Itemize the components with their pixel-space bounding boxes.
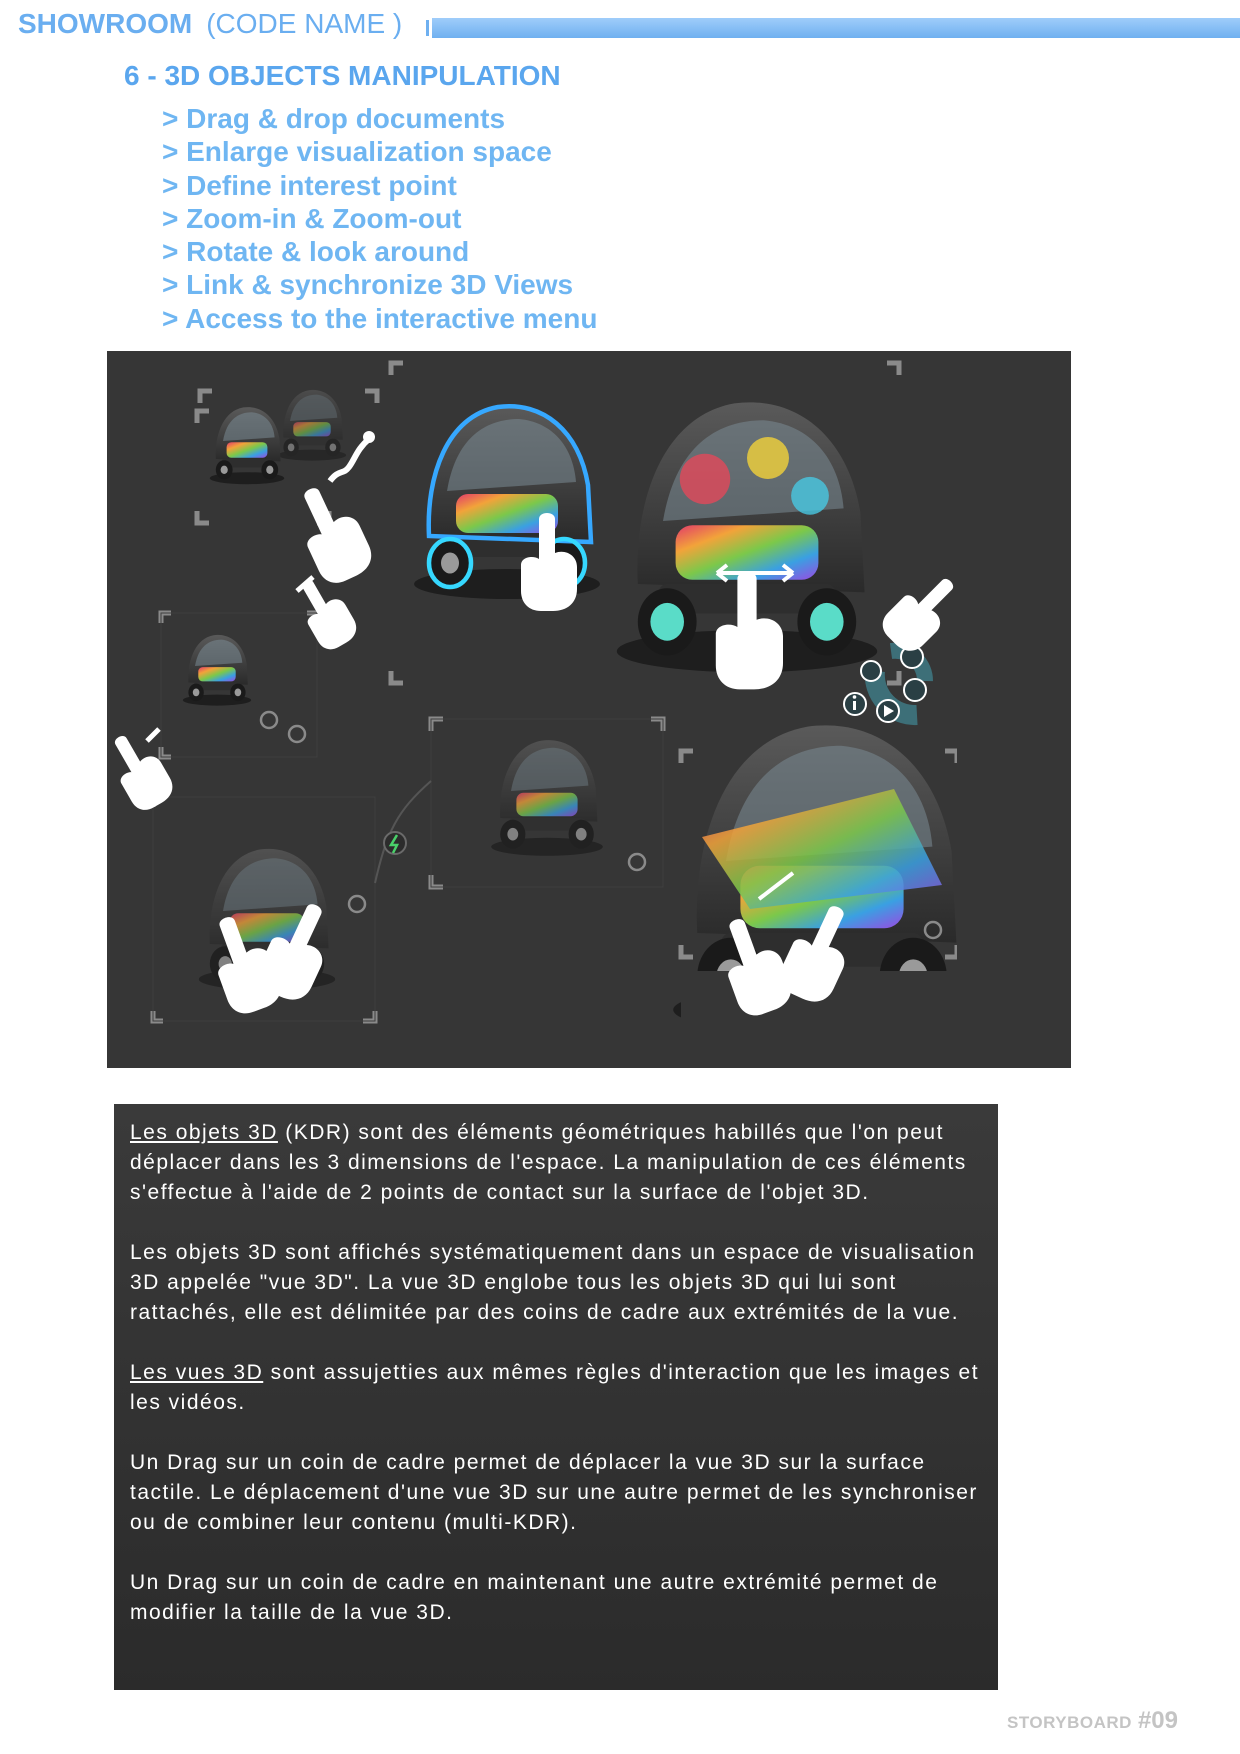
- term-3d-objects: Les objets 3D: [130, 1121, 278, 1144]
- feature-item: > Zoom-in & Zoom-out: [162, 202, 462, 234]
- page-footer: [1007, 1707, 1178, 1735]
- menu-hand-icon: [876, 566, 969, 659]
- term-3d-views: Les vues 3D: [130, 1361, 264, 1384]
- car-small: [183, 635, 251, 706]
- section-title: 6 - 3D OBJECTS MANIPULATION: [124, 60, 561, 91]
- description-paragraph: [130, 1358, 982, 1418]
- feature-item: > Define interest point: [162, 169, 457, 201]
- header-title: [18, 8, 402, 40]
- illustration-panel: [107, 351, 1071, 1068]
- link-line: [375, 781, 431, 883]
- header-code-name: (CODE NAME ): [206, 8, 403, 39]
- description-paragraph: Les objets 3D sont affichés systématiquement dans un espace de visualisation 3D appelée "vue 3D". La vue 3D englobe tous les objets 3D qui lui sont rattachés, elle est délimitée par des coins de cadre aux extrémités de la vue.: [130, 1241, 976, 1324]
- settings-icon[interactable]: [904, 679, 926, 701]
- header-bar: [432, 18, 1240, 38]
- footer-label: STORYBOARD: [1006, 1713, 1132, 1732]
- feature-item: > Enlarge visualization space: [162, 136, 552, 168]
- footer-number: #09: [1137, 1707, 1178, 1734]
- illustration-svg: [107, 351, 1071, 1068]
- header-showroom: SHOWROOM: [18, 8, 193, 39]
- enlarge-hand-icon: [289, 570, 362, 655]
- car-thumbnail-back: [278, 390, 346, 461]
- target-icon[interactable]: [261, 712, 277, 728]
- feature-item: > Access to the interactive menu: [162, 302, 598, 334]
- feature-item: > Link & synchronize 3D Views: [162, 269, 574, 301]
- description-paragraph: [130, 1118, 982, 1208]
- feature-item: > Drag & drop documents: [162, 103, 506, 134]
- target-icon[interactable]: [289, 726, 305, 742]
- description-text: sont assujetties aux mêmes règles d'interaction que les images et les vidéos.: [130, 1361, 980, 1414]
- target-icon[interactable]: [349, 896, 365, 912]
- description-text: (KDR) sont des éléments géométriques habillés que l'on peut déplacer dans les 3 dimensions de l'espace. La manipulation de ces éléments s'effectue à l'aide de 2 points de contact sur la surface de l'objet 3D.: [130, 1121, 967, 1204]
- description-box: [114, 1104, 998, 1690]
- target-icon[interactable]: [861, 661, 881, 681]
- car-bottom-middle: [491, 740, 603, 856]
- page-header: [18, 8, 1240, 44]
- feature-item: > Rotate & look around: [162, 236, 470, 268]
- description-paragraph: Un Drag sur un coin de cadre en maintenant une autre extrémité permet de modifier la taille de la vue 3D.: [130, 1571, 939, 1624]
- car-thumbnail-front: [210, 407, 284, 484]
- description-paragraph: Un Drag sur un coin de cadre permet de déplacer la vue 3D sur la surface tactile. Le déplacement d'une vue 3D sur une autre permet de les synchroniser ou de combiner leur contenu (multi-KDR).: [130, 1451, 978, 1534]
- feature-list: [162, 102, 597, 335]
- drag-hand-icon: [286, 477, 378, 589]
- resize-hand-icon: [107, 725, 179, 815]
- target-icon[interactable]: [629, 854, 645, 870]
